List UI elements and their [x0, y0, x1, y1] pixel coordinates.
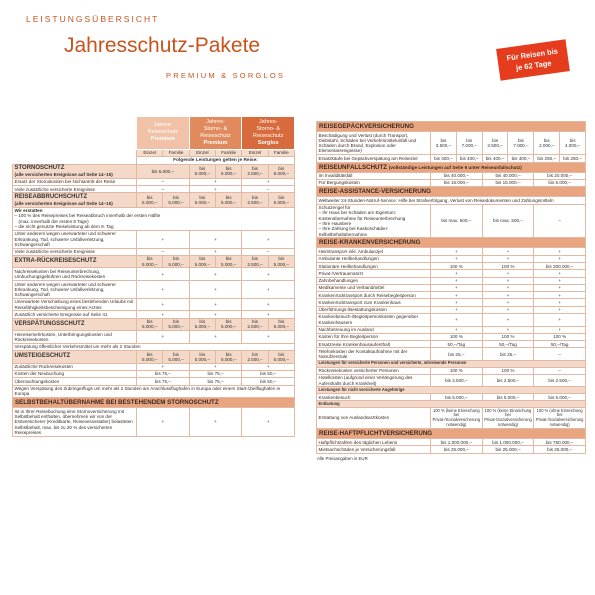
package-storno-premium-header: Jahres- Storno- & Reiseschutz Premium [189, 117, 242, 150]
table-row: Krankenrücktransport zum Krankenhaus + + + [317, 299, 586, 306]
kicker-label: LEISTUNGSÜBERSICHT [26, 14, 160, 24]
table-row: Heimtransport inkl. Ambulanzjet + + + [317, 248, 586, 255]
table-row: Überführungs-/Bestattungskosten + + + [317, 306, 586, 313]
table-row: Ist in Ihrer Reisebuchung eine Stornoversicherung mit Selbstbehalt enthalten, übernehmen wir von der Erstversicherer (Kreditkarte, Reiseveranstalter) belasteten Selbstbehalt, max. bis zu 20 % des versicherten Reisepreises + + + [13, 408, 295, 436]
table-row: Erstattung von Auslandsarztkosten 100 % (keine Einreichung bei Privat-/Sozialversicherung notwendig) 100 % (keine Einreichung bei Privat-/Sozialversicherung notwendig) 100 % (ohne Einreichung bei Privat-/Sozialversicherung notwendig) [317, 408, 586, 429]
section-reiseunfallschutz: REISEUNFALLSCHUTZ (vollständige Leistungen auf Seite 9 unter Reiseunfallschutz) [317, 162, 586, 172]
table-row: Kosten der Neubuchung bis 75,– bis 75,– bis 50,– [13, 370, 295, 377]
table-row: Hotelkosten (aufgrund einer Verlängerung des Aufenthalts durch Krankheit) bis 2.500,– bis 2.500,– bis 2.500,– [317, 374, 586, 387]
table-row: Viele zusätzliche versicherte Ereignisse – + – [13, 186, 295, 193]
table-row: Krankenbesuch bis 5.000,– bis 5.000,– bis 5.000,– [317, 394, 586, 401]
section-extra-rueckreiseschutz: EXTRA-RÜCKREISESCHUTZ bis 5.000,– bis 5.000,– bis 5.000,– bis 5.000,– bis 2.500,– bis 5.000,– [13, 255, 295, 268]
package-sorglos-header: Jahres- Storno- & Reiseschutz Sorglos [242, 117, 295, 150]
section-reise-assistance: REISE-ASSISTANCE-VERSICHERUNG [317, 187, 586, 197]
table-row: Zusätzlich versicherte Ereignisse auf Seite 41 + + + [13, 311, 295, 318]
package-premium-header: Jahres- Reiseschutz Premium [137, 117, 190, 150]
table-row: Wir erstatten – 100 % des Reisepreises bei Reiseabbruch innerhalb der ersten Hälfte (max. innerhalb der ersten 8 Tage) – die nicht genutzte Reiseleistung ab dem 9. Tag [13, 207, 295, 230]
right-benefits-table [316, 121, 586, 461]
table-row: Ersatz der Stornokosten bei Nichtantritt der Reise – + + [13, 178, 295, 185]
table-row: Beschädigung und Verlust (durch Transport, Diebstahl, Schäden bei Verkehrsmittelunfall und Schäden durch Brand, Explosion oder Elementarereignisse) bis 3.500,– bis 7.000,– bis 3.500,– bis 7.000,– bis 2.000,– bis 4.000,– [317, 132, 586, 155]
subsection-row: Leistungen für versicherte Personen und versicherte, mitreisende Personen [317, 360, 586, 367]
table-row: Medikamente und Verbandmittel + + + [317, 284, 586, 291]
table-row: Viele zusätzliche versicherte Ereignisse – + – [13, 248, 295, 255]
label-einzel: Einzel [242, 149, 268, 156]
label-familie: Familie [163, 149, 189, 156]
subsection-row: Entlastung [317, 401, 586, 408]
table-row: Krankenrücktransport durch Reisebegleitperson + + + [317, 292, 586, 299]
table-row: Für Bergungskosten bis 15.000,– bis 15.000,– bis 5.000,– [317, 179, 586, 186]
stamp-line-1: Für Reisen bis [506, 46, 559, 63]
table-row: Ersatzkäufe bei Gepäckverspätung am Reiseziel bis 400,– bis 400,– bis 400,– bis 400,– bis 250,– bis 250,– [317, 155, 586, 162]
package-header-row [13, 117, 295, 150]
label-familie: Familie [215, 149, 241, 156]
section-reise-krankenversicherung: REISE-KRANKENVERSICHERUNG [317, 238, 586, 248]
table-row: Wegen Verspätung des Zubringerflugs um mehr als 2 Stunden am Anschlussflughafen in Europa oder einem Start-/Zielflughafen in Europa [13, 385, 295, 398]
page-title: Jahresschutz-Pakete [64, 34, 261, 57]
table-row: Schutzengel für – Ihr Haus bei Schäden am Eigentum: Kostenübernahme für Reiseunterbrechung – Ihre Haustiere – Ihre Zahlung bei Kaskoschäden: Selbstbehaltübernahme bis max. 500,– bis max. 500,– – [317, 204, 586, 238]
table-row: Übernachtungskosten bis 75,– bis 75,– bis 50,– [13, 378, 295, 385]
table-row: Ersatzreise Krankenhausaufenthalt 50,–/Tag 50,–/Tag 50,–/Tag [317, 341, 586, 348]
section-title: STORNOSCHUTZ [14, 165, 65, 172]
table-row: Kosten für Ihre Begleitperson 100 % 100 % 100 % [317, 333, 586, 340]
section-umsteigeschutz: UMSTEIGESCHUTZ bis 5.000,– bis 5.000,– bis 5.000,– bis 5.000,– bis 2.500,– bis 5.000,– [13, 351, 295, 364]
einzel-familie-row [13, 149, 295, 156]
left-benefits-table [12, 116, 295, 437]
followup-row: Folgende Leistungen gelten je Reise: [13, 157, 295, 165]
table-row: Nachbetreuung im Ausland + + + [317, 326, 586, 333]
page-subtitle: PREMIUM & SORGLOS [166, 71, 286, 80]
table-row: Mietsachschäden je Versicherungsfall bis 25.000,– bis 25.000,– bis 25.000,– [317, 446, 586, 453]
table-row: Im Invaliditätsfall bis 40.000,– bis 40.000,– bis 20.000,– [317, 172, 586, 179]
section-reiseabbruchschutz: REISEABBRUCHSCHUTZ (alle versicherten Ereignisse auf Seite 14–15) bis 5.000,– bis 5.000,– bis 5.000,– bis 5.000,– bis 2.500,– bis 5.000,– [13, 193, 295, 207]
section-reise-haftpflicht: REISE-HAFTPFLICHTVERSICHERUNG [317, 428, 586, 438]
label-einzel: Einzel [137, 149, 163, 156]
table-row: Telefonkosten der Kontaktaufnahme mit der Notrufzentrale bis 25,– bis 25,– – [317, 348, 586, 361]
table-row: Hinreisemehrkosten, Unterbringungskosten und Rückreisekosten + + + [13, 331, 295, 344]
table-row: Unerwartete Verschiebung eines bestehenden Urlaubs mit Reisefähigkeitsbescheinigung eines Arztes + + + [13, 298, 295, 311]
section-selbstbehalt: SELBSTBEHALTÜBERNAHME BEI BESTEHENDEM STORNOSCHUTZ [13, 398, 295, 408]
table-row: Stationäre Heilbehandlungen 100 % 100 % bis 300.000,– [317, 263, 586, 270]
table-row: Krankenbesuch-/Begleitpersonkosten gegenüber Krankenhäusern + + + [317, 313, 586, 326]
label-familie: Familie [268, 149, 294, 156]
table-row: Unter anderem wegen unerwarteter und schwerer Erkrankung, Tod, schwerer Unfallverletzung, Schwangerschaft + + + [13, 230, 295, 248]
duration-stamp [496, 39, 570, 80]
section-verspaetungsschutz: VERSPÄTUNGSSCHUTZ bis 5.000,– bis 5.000,– bis 5.000,– bis 5.000,– bis 2.500,– bis 5.000,– [13, 318, 295, 331]
table-row: Ambulante Heilbehandlungen + + + [317, 255, 586, 262]
table-row: Rückreisekosten versicherter Personen 100 % 100 % – [317, 367, 586, 374]
stamp-line-2: je 62 Tage [515, 58, 553, 73]
table-row: Verspätung öffentlicher Verkehrsmittel um mehr als 2 Stunden [13, 343, 295, 350]
table-row: Zusätzliche Rückreisekosten + + + [13, 363, 295, 370]
table-row: Zahnbehandlungen + + + [317, 277, 586, 284]
table-row: Weltweiter 24-Stunden-Notruf-Service: Hilfe bei Strafverfolgung, Verlust von Reisedokumenten und Zahlungsmitteln [317, 197, 586, 204]
section-reisegepaeck: REISEGEPÄCKVERSICHERUNG [317, 122, 586, 132]
table-row: Haftpflichtzahlen des täglichen Lebens bis 1.000.000,– bis 1.000.000,– bis 750.000,– [317, 439, 586, 446]
label-einzel: Einzel [189, 149, 215, 156]
subsection-row: Leistungen für nicht versicherte Angehörige [317, 387, 586, 394]
section-stornoschutz: STORNOSCHUTZ (alle versicherten Ereignisse auf Seite 14–15) bis 5.000,– bis 5.000,– bis 5.000,– bis 2.500,– bis 5.000,– [13, 164, 295, 178]
footnote: Alle Preisangaben in EUR [317, 455, 368, 461]
table-row: Nachreisekosten bei Reiseunterbrechung, Umbuchungsgebühren und Rückreisekosten + + + [13, 268, 295, 281]
table-row: Unter anderem wegen unerwarteter und schwerer Erkrankung, Tod, schwerer Unfallverletzung, Schwangerschaft + + + [13, 281, 295, 299]
table-row: Privat-/Vertrauensärzt + + + [317, 270, 586, 277]
